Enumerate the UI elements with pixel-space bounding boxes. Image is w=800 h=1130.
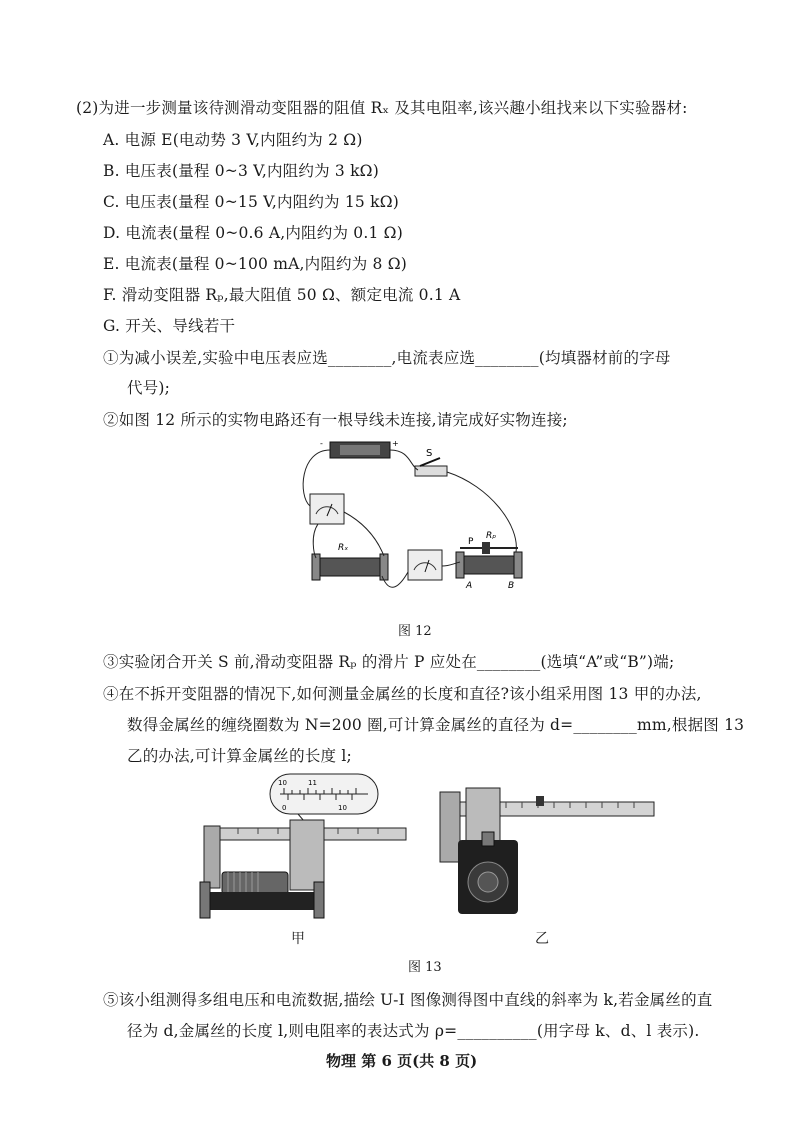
rheostat-rp-icon (456, 542, 522, 578)
switch-icon (415, 458, 447, 476)
figure-13-right-label: 乙 (535, 931, 549, 947)
figure-13-left-caliper (198, 770, 413, 925)
subquestion-3: ③实验闭合开关 S 前,滑动变阻器 Rₚ 的滑片 P 应处在________(选填“A”或“B”)端; (103, 653, 675, 671)
question-intro: (2)为进一步测量该待测滑动变阻器的阻值 Rₓ 及其电阻率,该兴趣小组找来以下实验器材: (76, 99, 688, 117)
rx-label: Rₓ (338, 543, 349, 553)
subquestion-2: ②如图 12 所示的实物电路还有一根导线未连接,请完成好实物连接; (103, 411, 568, 429)
subquestion-5-line1: ⑤该小组测得多组电压和电流数据,描绘 U-I 图像测得图中直线的斜率为 k,若金属丝的直 (103, 991, 713, 1009)
scale-label-0: 0 (282, 804, 287, 812)
option-g: G. 开关、导线若干 (103, 317, 236, 335)
scale-label-11: 11 (308, 779, 317, 787)
p-label: P (468, 537, 474, 547)
switch-label: S (426, 448, 433, 459)
page-footer: 物理 第 6 页(共 8 页) (326, 1052, 478, 1070)
subquestion-4-line2: 数得金属丝的缠绕圈数为 N=200 圈,可计算金属丝的直径为 d=________mm,根据图 13 (127, 716, 745, 734)
subquestion-1-line1: ①为减小误差,实验中电压表应选________,电流表应选________(均填器材前的字母 (103, 349, 671, 367)
battery-icon (320, 439, 399, 458)
a-label: A (466, 581, 473, 591)
figure-13-left-label: 甲 (291, 931, 305, 947)
subquestion-1-line2: 代号); (127, 379, 171, 397)
svg-text:-: - (320, 439, 323, 448)
subquestion-5-line2: 径为 d,金属丝的长度 l,则电阻率的表达式为 ρ=__________(用字母 k、d、l 表示). (127, 1022, 700, 1040)
option-b: B. 电压表(量程 0~3 V,内阻约为 3 kΩ) (103, 162, 379, 180)
figure-13-right-caliper (436, 770, 658, 920)
resistor-rx-icon (312, 554, 388, 580)
subquestion-4-line1: ④在不拆开变阻器的情况下,如何测量金属丝的长度和直径?该小组采用图 13 甲的办法, (103, 685, 702, 703)
subquestion-4-line3: 乙的办法,可计算金属丝的长度 l; (127, 747, 352, 765)
option-c: C. 电压表(量程 0~15 V,内阻约为 15 kΩ) (103, 193, 400, 211)
figure-13-caption: 图 13 (408, 960, 442, 975)
figure-12-circuit (290, 436, 530, 611)
option-e: E. 电流表(量程 0~100 mA,内阻约为 8 Ω) (103, 255, 408, 273)
magnified-scale-icon (270, 774, 378, 814)
option-a: A. 电源 E(电动势 3 V,内阻约为 2 Ω) (103, 131, 363, 149)
option-f: F. 滑动变阻器 Rₚ,最大阻值 50 Ω、额定电流 0.1 A (103, 286, 461, 304)
svg-text:+: + (392, 439, 399, 448)
coil-end-icon (458, 832, 518, 914)
figure-12-caption: 图 12 (398, 624, 432, 639)
option-d: D. 电流表(量程 0~0.6 A,内阻约为 0.1 Ω) (103, 224, 403, 242)
scale-label-10b: 10 (338, 804, 347, 812)
b-label: B (508, 581, 515, 591)
scale-label-10: 10 (278, 779, 287, 787)
voltmeter-icon (310, 494, 344, 524)
rp-label: Rₚ (486, 531, 497, 541)
ammeter-icon (408, 550, 442, 580)
